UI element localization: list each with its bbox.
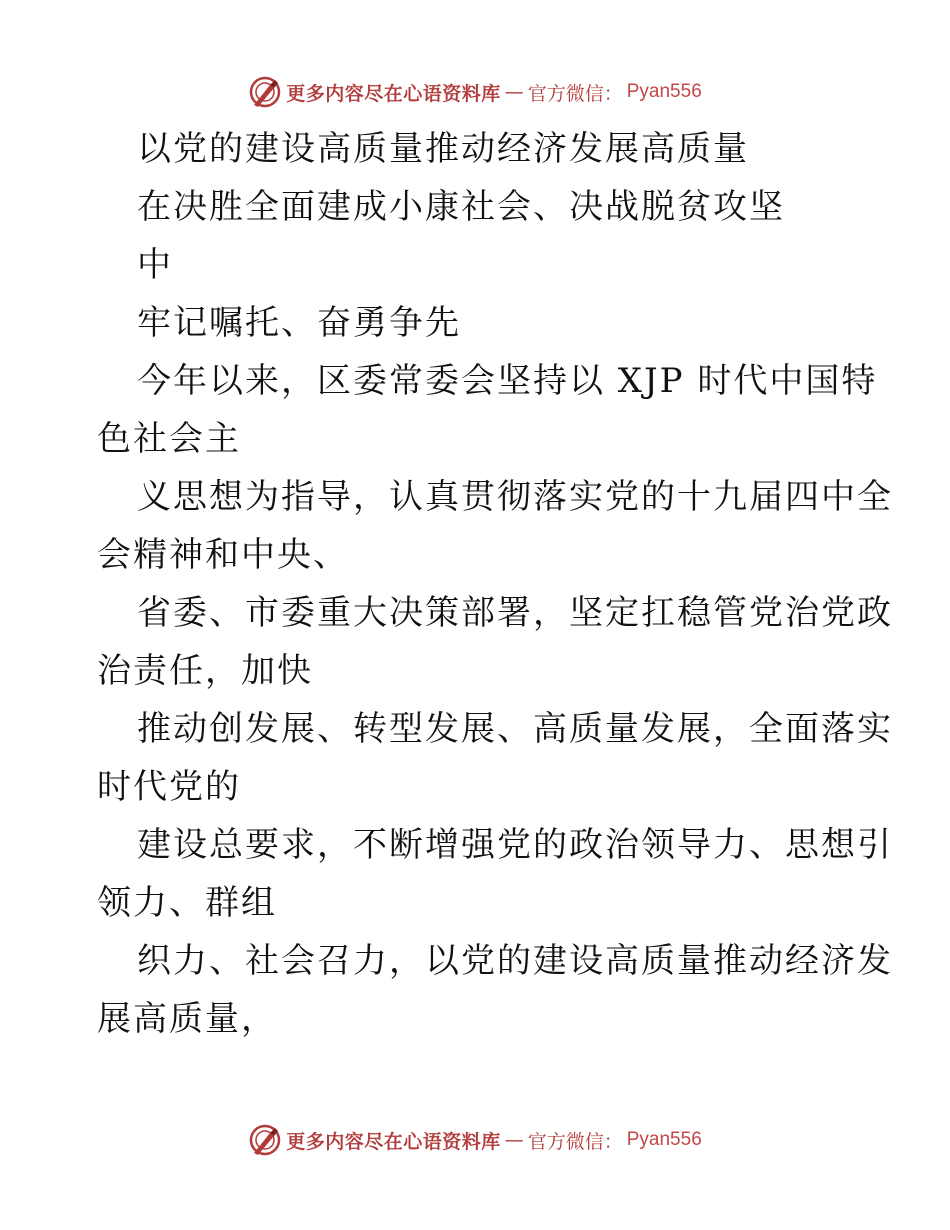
banner-official-label: 官方微信： — [527, 82, 623, 105]
banner-text: 更多内容尽在心语资料库 — [286, 1130, 501, 1153]
document-line: 时代党的 — [97, 767, 241, 807]
document-line: 色社会主 — [97, 419, 241, 459]
pen-logo-icon — [248, 1123, 282, 1157]
document-line: 义思想为指导，认真贯彻落实党的十九届四中全 — [137, 477, 893, 517]
document-line: 领力、群组 — [97, 883, 277, 923]
document-line: 在决胜全面建成小康社会、决战脱贫攻坚 — [137, 187, 785, 227]
document-line: 今年以来，区委常委会坚持以 XJP 时代中国特 — [137, 361, 878, 401]
document-line: 会精神和中央、 — [97, 535, 349, 575]
document-line: 展高质量， — [97, 999, 277, 1039]
document-body — [97, 120, 893, 1048]
document-line: 治责任，加快 — [97, 651, 313, 691]
banner-separator: — — [504, 81, 524, 103]
banner-separator: — — [504, 1129, 524, 1151]
banner-wechat-id: Pyan556 — [626, 1129, 702, 1150]
banner-text: 更多内容尽在心语资料库 — [286, 82, 501, 105]
document-title: 以党的建设高质量推动经济发展高质量 — [137, 129, 749, 169]
document-line: 建设总要求，不断增强党的政治领导力、思想引 — [137, 825, 893, 865]
footer-banner — [0, 1120, 950, 1160]
header-banner — [0, 72, 950, 112]
pen-logo-icon — [248, 75, 282, 109]
document-line: 省委、市委重大决策部署，坚定扛稳管党治党政 — [137, 593, 893, 633]
document-line: 牢记嘱托、奋勇争先 — [137, 303, 461, 343]
document-line: 推动创发展、转型发展、高质量发展，全面落实 — [137, 709, 893, 749]
document-line: 织力、社会召力，以党的建设高质量推动经济发 — [137, 941, 893, 981]
banner-wechat-id: Pyan556 — [626, 81, 702, 102]
banner-official-label: 官方微信： — [527, 1130, 623, 1153]
document-line: 中 — [137, 245, 173, 285]
